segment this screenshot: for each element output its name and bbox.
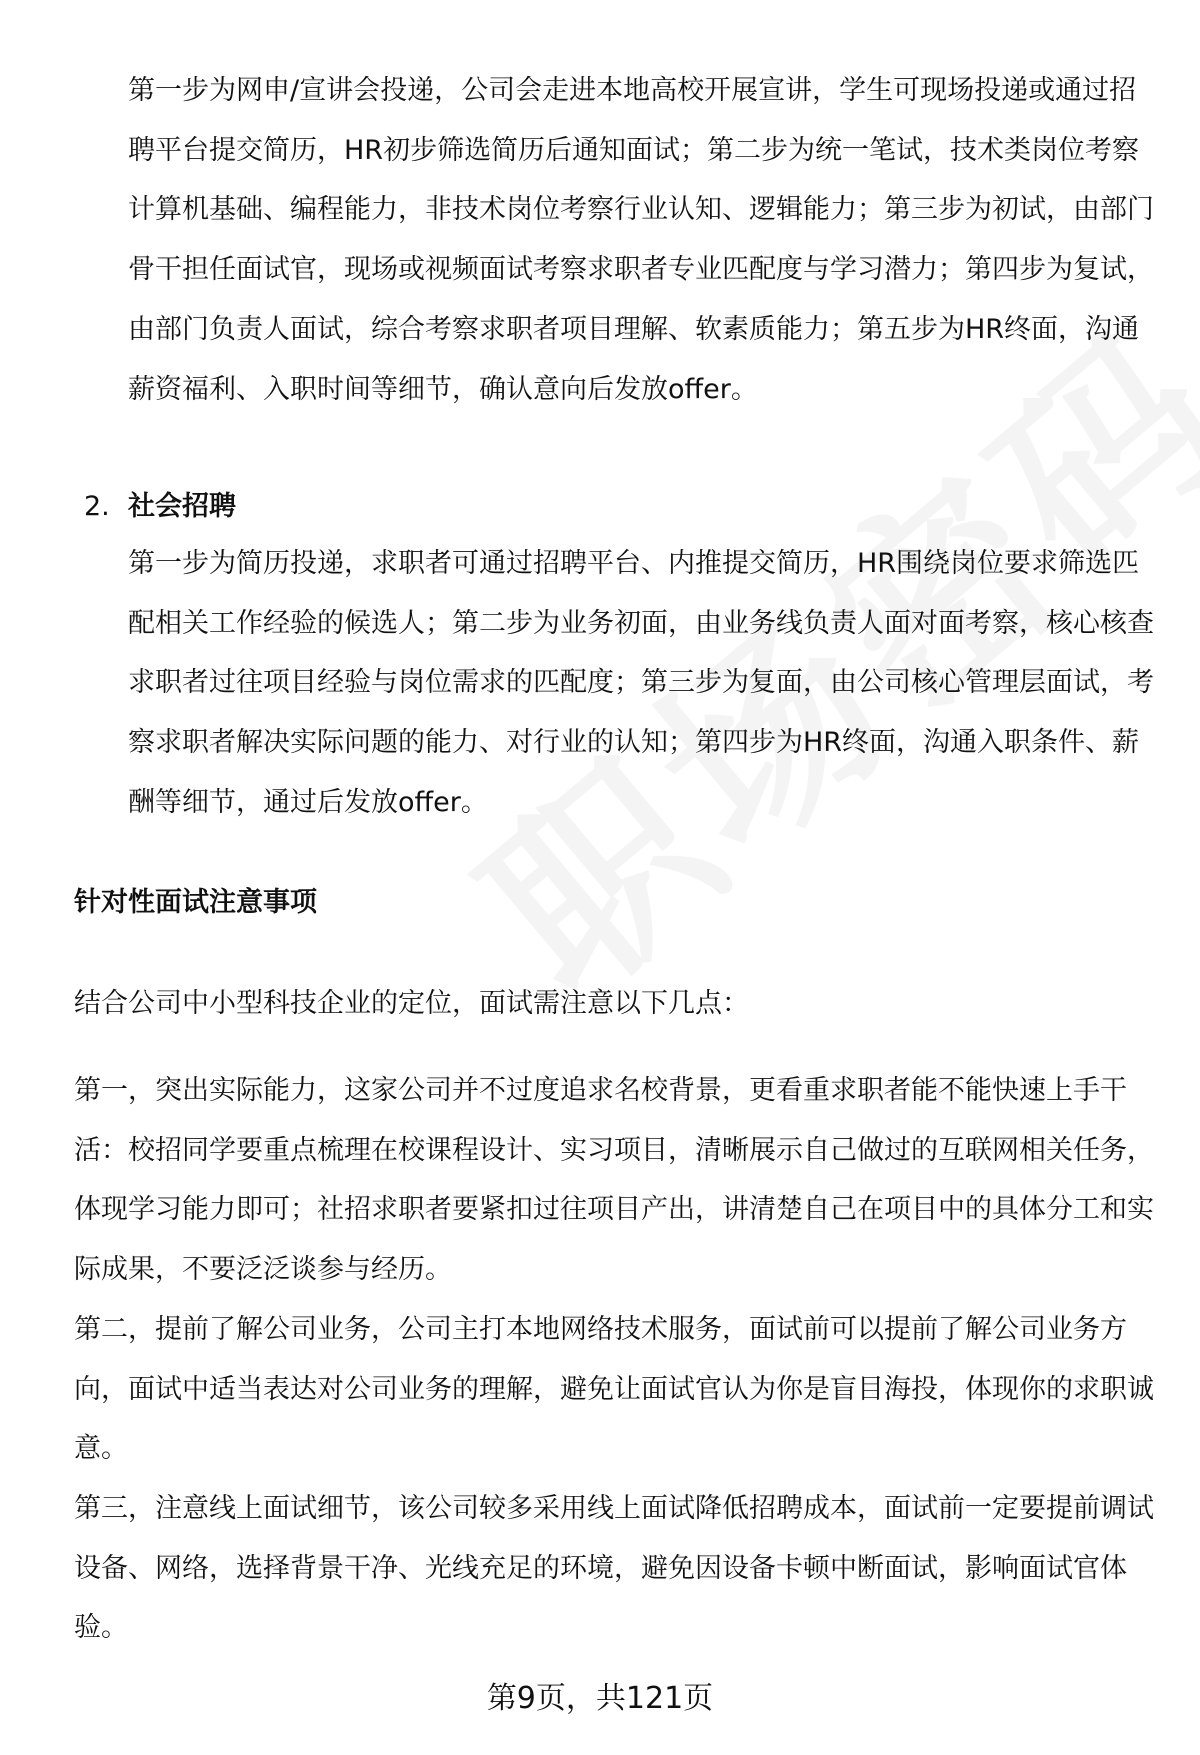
campus-recruitment-steps: 第一步为网申/宣讲会投递，公司会走进本地高校开展宣讲，学生可现场投递或通过招聘平台提交简历，HR初步筛选简历后通知面试；第二步为统一笔试，技术类岗位考察计算机基础、编程能力，非技术岗位考察行业认知、逻辑能力；第三步为初试，由部门骨干担任面试官，现场或视频面试考察求职者专业匹配度与学习潜力；第四步为复试，由部门负责人面试，综合考察求职者项目理解、软素质能力；第五步为HR终面，沟通薪资福利、入职时间等细节，确认意向后发放offer。 [128, 75, 1154, 405]
list-item-social-recruitment [84, 480, 236, 534]
social-recruitment-steps: 第一步为简历投递，求职者可通过招聘平台、内推提交简历，HR围绕岗位要求筛选匹配相关工作经验的候选人；第二步为业务初面，由业务线负责人面对面考察，核心核查求职者过往项目经验与岗位需求的匹配度；第三步为复面，由公司核心管理层面试，考察求职者解决实际问题的能力、对行业的认知；第四步为HR终面，沟通入职条件、薪酬等细节，通过后发放offer。 [128, 548, 1154, 818]
list-label: 社会招聘 [128, 491, 236, 522]
section-intro: 结合公司中小型科技企业的定位，面试需注意以下几点： [74, 988, 749, 1019]
section-heading: 针对性面试注意事项 [74, 887, 317, 918]
list-number: 2. [84, 491, 110, 522]
interview-tip-3: 第三，注意线上面试细节，该公司较多采用线上面试降低招聘成本，面试前一定要提前调试设备、网络，选择背景干净、光线充足的环境，避免因设备卡顿中断面试，影响面试官体验。 [74, 1493, 1154, 1644]
interview-tip-2: 第二，提前了解公司业务，公司主打本地网络技术服务，面试前可以提前了解公司业务方向，面试中适当表达对公司业务的理解，避免让面试官认为你是盲目海投，体现你的求职诚意。 [74, 1314, 1154, 1465]
page-number: 第9页，共121页 [486, 1681, 714, 1716]
interview-tip-1: 第一，突出实际能力，这家公司并不过度追求名校背景，更看重求职者能不能快速上手干活：校招同学要重点梳理在校课程设计、实习项目，清晰展示自己做过的互联网相关任务，体现学习能力即可；社招求职者要紧扣过往项目产出，讲清楚自己在项目中的具体分工和实际成果，不要泛泛谈参与经历。 [74, 1075, 1154, 1286]
